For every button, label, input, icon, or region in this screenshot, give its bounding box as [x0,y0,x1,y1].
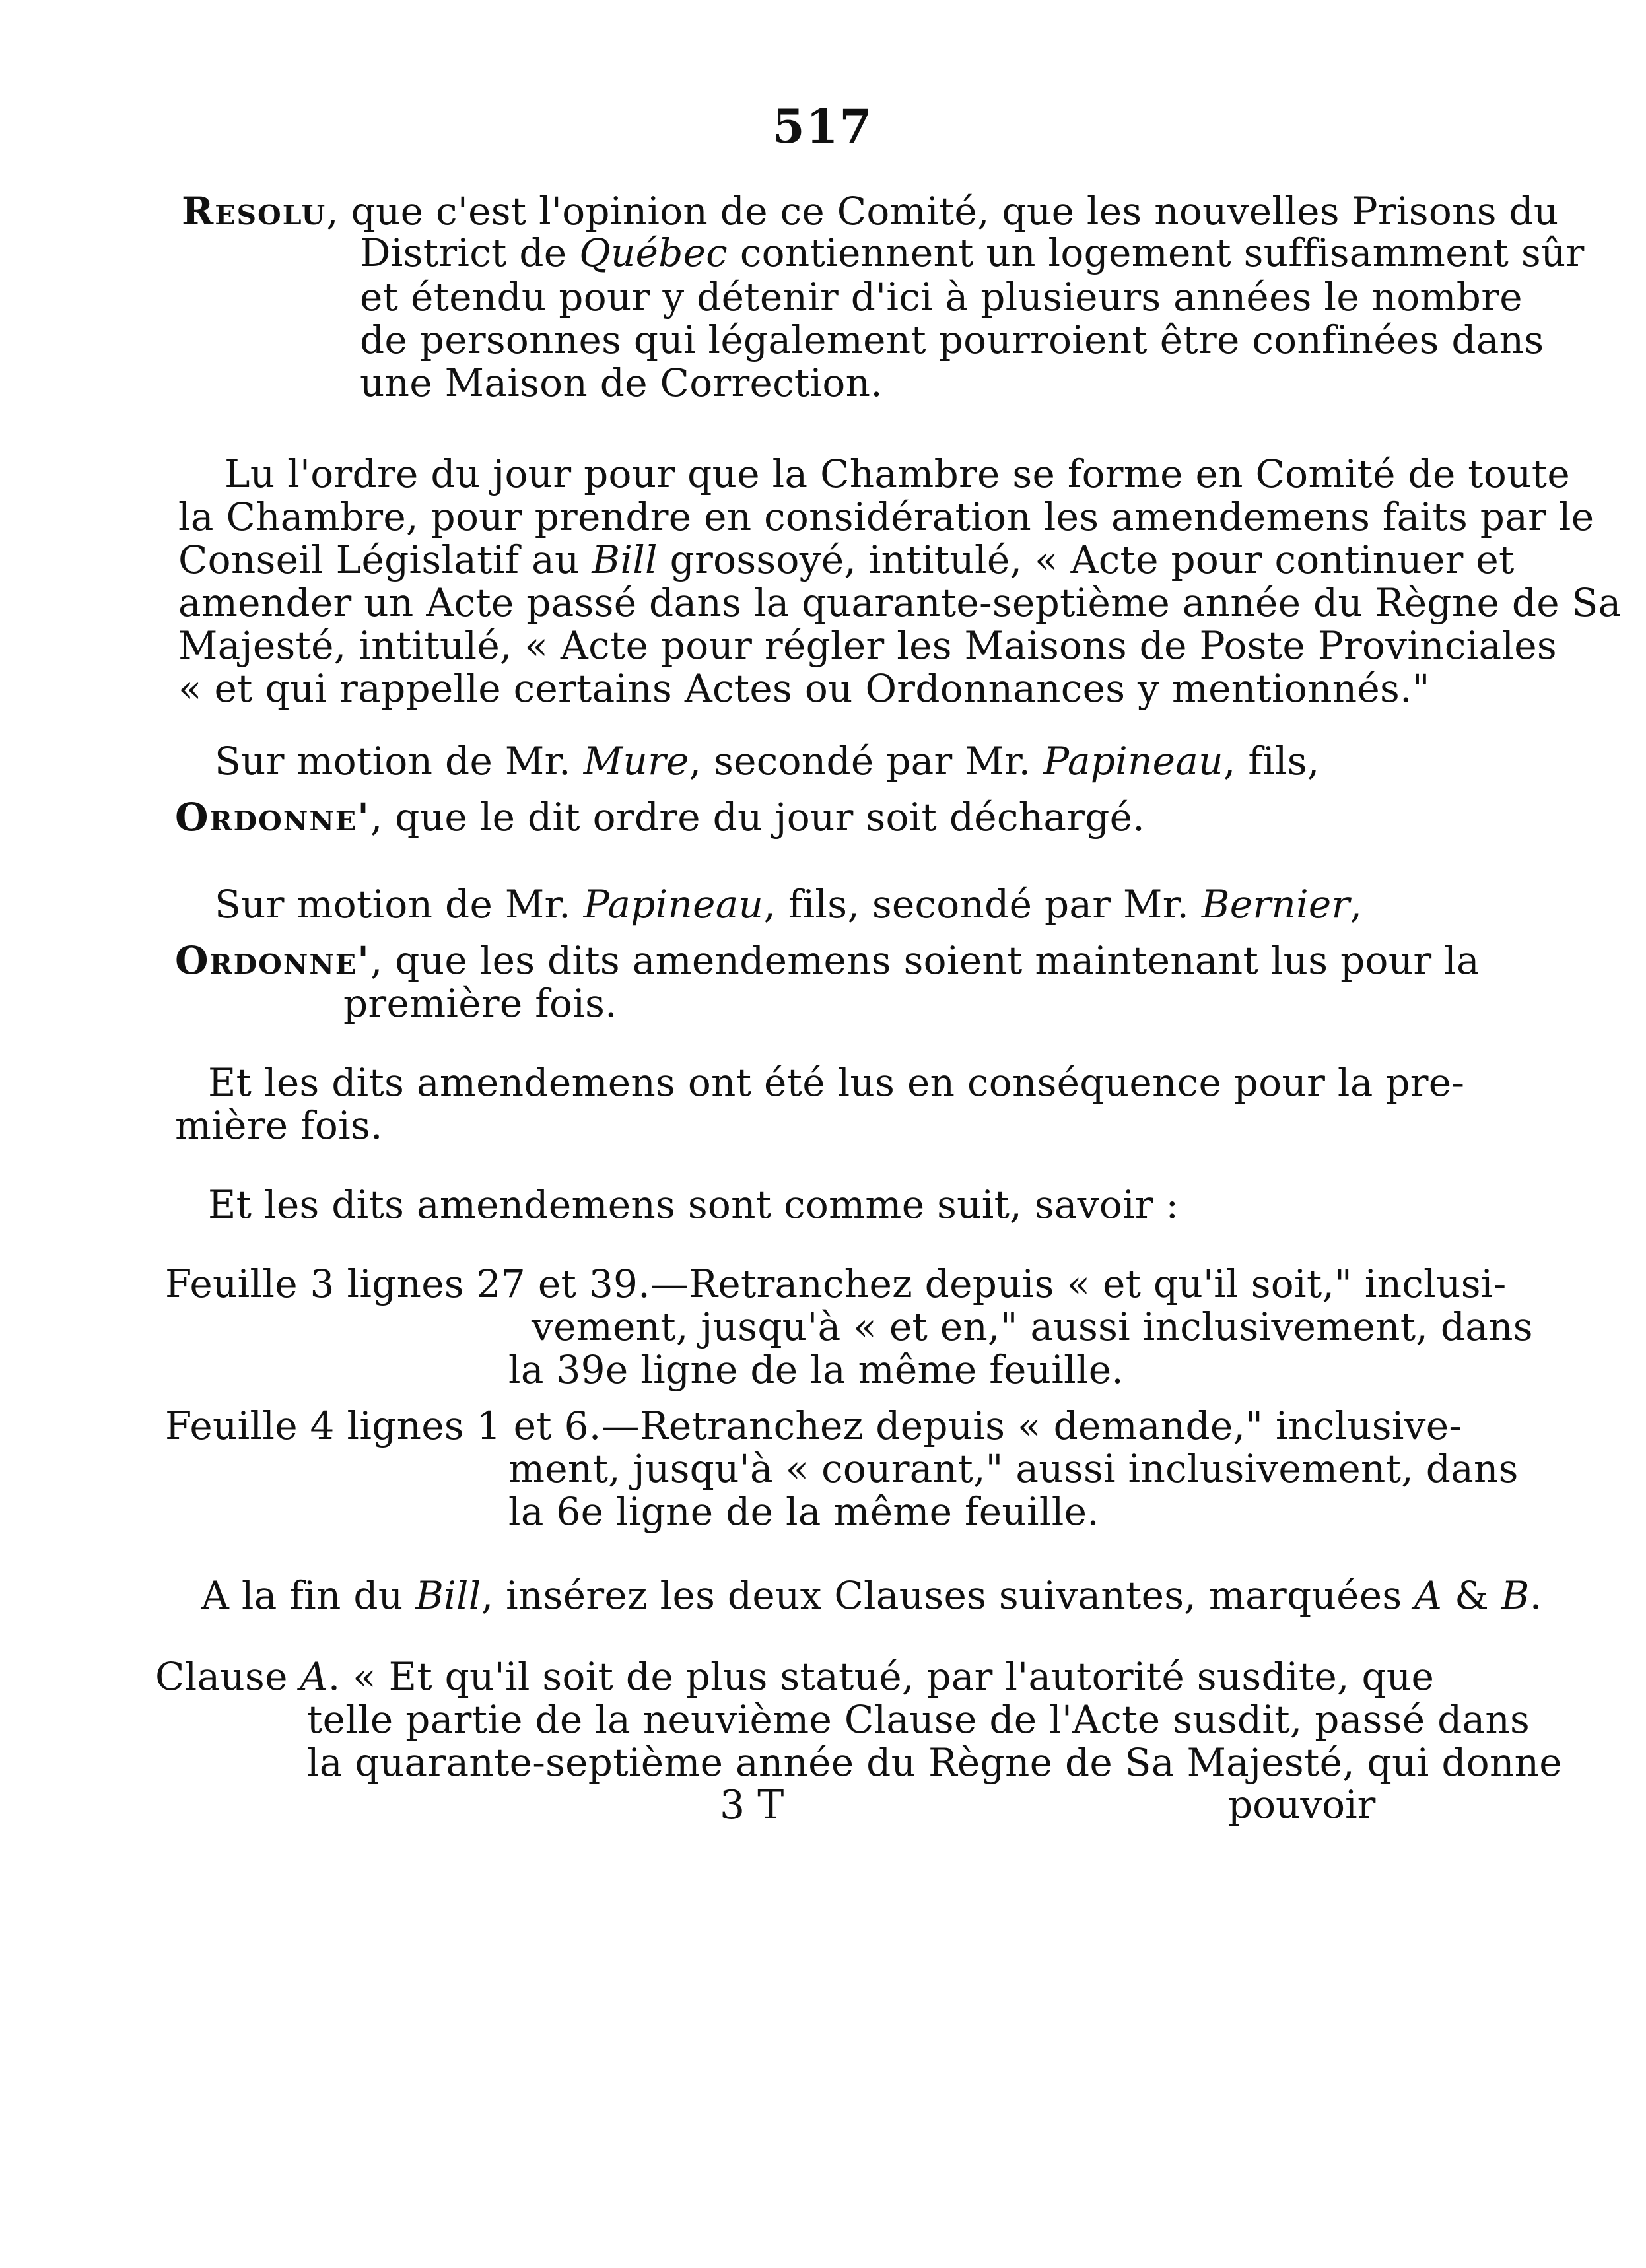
et1-line-1: Et les dits amendemens ont été lus en conséquence pour la pre- [208,1060,1465,1105]
ordonne-keyword: Ordonne' [175,938,370,983]
feuille4-line-3: la 6e ligne de la même feuille. [508,1489,1099,1534]
catchword: pouvoir [1228,1782,1376,1827]
clause-line-1: Clause A. « Et qu'il soit de plus statué, par l'autorité susdite, que [155,1654,1435,1699]
motion2-line-2: Ordonne', que les dits amendemens soient maintenant lus pour la [175,938,1480,983]
feuille3-line-1: Feuille 3 lignes 27 et 39.—Retranchez depuis « et qu'il soit," inclusi- [165,1261,1507,1306]
signature-mark: 3 T [720,1782,784,1828]
quebec-name: Québec [579,230,728,275]
lu-line-1: Lu l'ordre du jour pour que la Chambre se forme en Comité de toute [224,451,1571,496]
lu-line-4: amender un Acte passé dans la quarante-septième année du Règne de Sa [178,580,1622,625]
clause-letter: A [300,1654,328,1699]
lu-line-5: Majesté, intitulé, « Acte pour régler les Maisons de Poste Provinciales [178,623,1557,668]
clause-letter-a: A [1414,1573,1443,1618]
bill-word: Bill [592,537,658,582]
et1-line-2: mière fois. [175,1103,383,1148]
resolu-line-5: une Maison de Correction. [360,360,883,405]
clause-line-2: telle partie de la neuvième Clause de l'Acte susdit, passé dans [307,1697,1530,1742]
feuille4-line-1: Feuille 4 lignes 1 et 6.—Retranchez depuis « demande," inclusive- [165,1403,1462,1448]
page-number: 517 [772,99,874,154]
lu-line-6: « et qui rappelle certains Actes ou Ordonnances y mentionnés." [178,666,1430,711]
motion1-line-1: Sur motion de Mr. Mure, secondé par Mr. Papineau, fils, [215,739,1320,784]
resolu-line-3: et étendu pour y détenir d'ici à plusieurs années le nombre [360,275,1523,319]
clause-letter-b: B [1501,1573,1530,1618]
et2-line: Et les dits amendemens sont comme suit, savoir : [208,1182,1179,1227]
resolu-line-1: Resolu, que c'est l'opinion de ce Comité, que les nouvelles Prisons du [182,189,1559,234]
bernier-name: Bernier [1201,882,1350,927]
alafin-line: A la fin du Bill, insérez les deux Clauses suivantes, marquées A & B. [201,1573,1542,1618]
clause-line-3: la quarante-septième année du Règne de Sa Majesté, qui donne [307,1740,1562,1785]
motion2-line-3: première fois. [343,981,617,1026]
lu-line-3: Conseil Législatif au Bill grossoyé, intitulé, « Acte pour continuer et [178,537,1515,582]
mure-name: Mure [583,739,689,784]
feuille4-line-2: ment, jusqu'à « courant," aussi inclusivement, dans [508,1446,1519,1491]
bill-word: Bill [415,1573,481,1618]
feuille3-line-2: vement, jusqu'à « et en," aussi inclusivement, dans [532,1304,1533,1349]
ordonne-keyword: Ordonne' [175,795,370,840]
papineau-name: Papineau [1043,739,1223,784]
resolu-keyword: Resolu [182,189,327,234]
motion1-line-2: Ordonne', que le dit ordre du jour soit déchargé. [175,795,1146,840]
papineau-name: Papineau [583,882,764,927]
lu-line-2: la Chambre, pour prendre en considération les amendemens faits par le [178,494,1595,539]
resolu-line-4: de personnes qui légalement pourroient être confinées dans [360,317,1544,362]
motion2-line-1: Sur motion de Mr. Papineau, fils, secondé par Mr. Bernier, [215,882,1363,927]
resolu-line-2: District de Québec contiennent un logement suffisamment sûr [360,230,1585,275]
feuille3-line-3: la 39e ligne de la même feuille. [508,1347,1124,1392]
